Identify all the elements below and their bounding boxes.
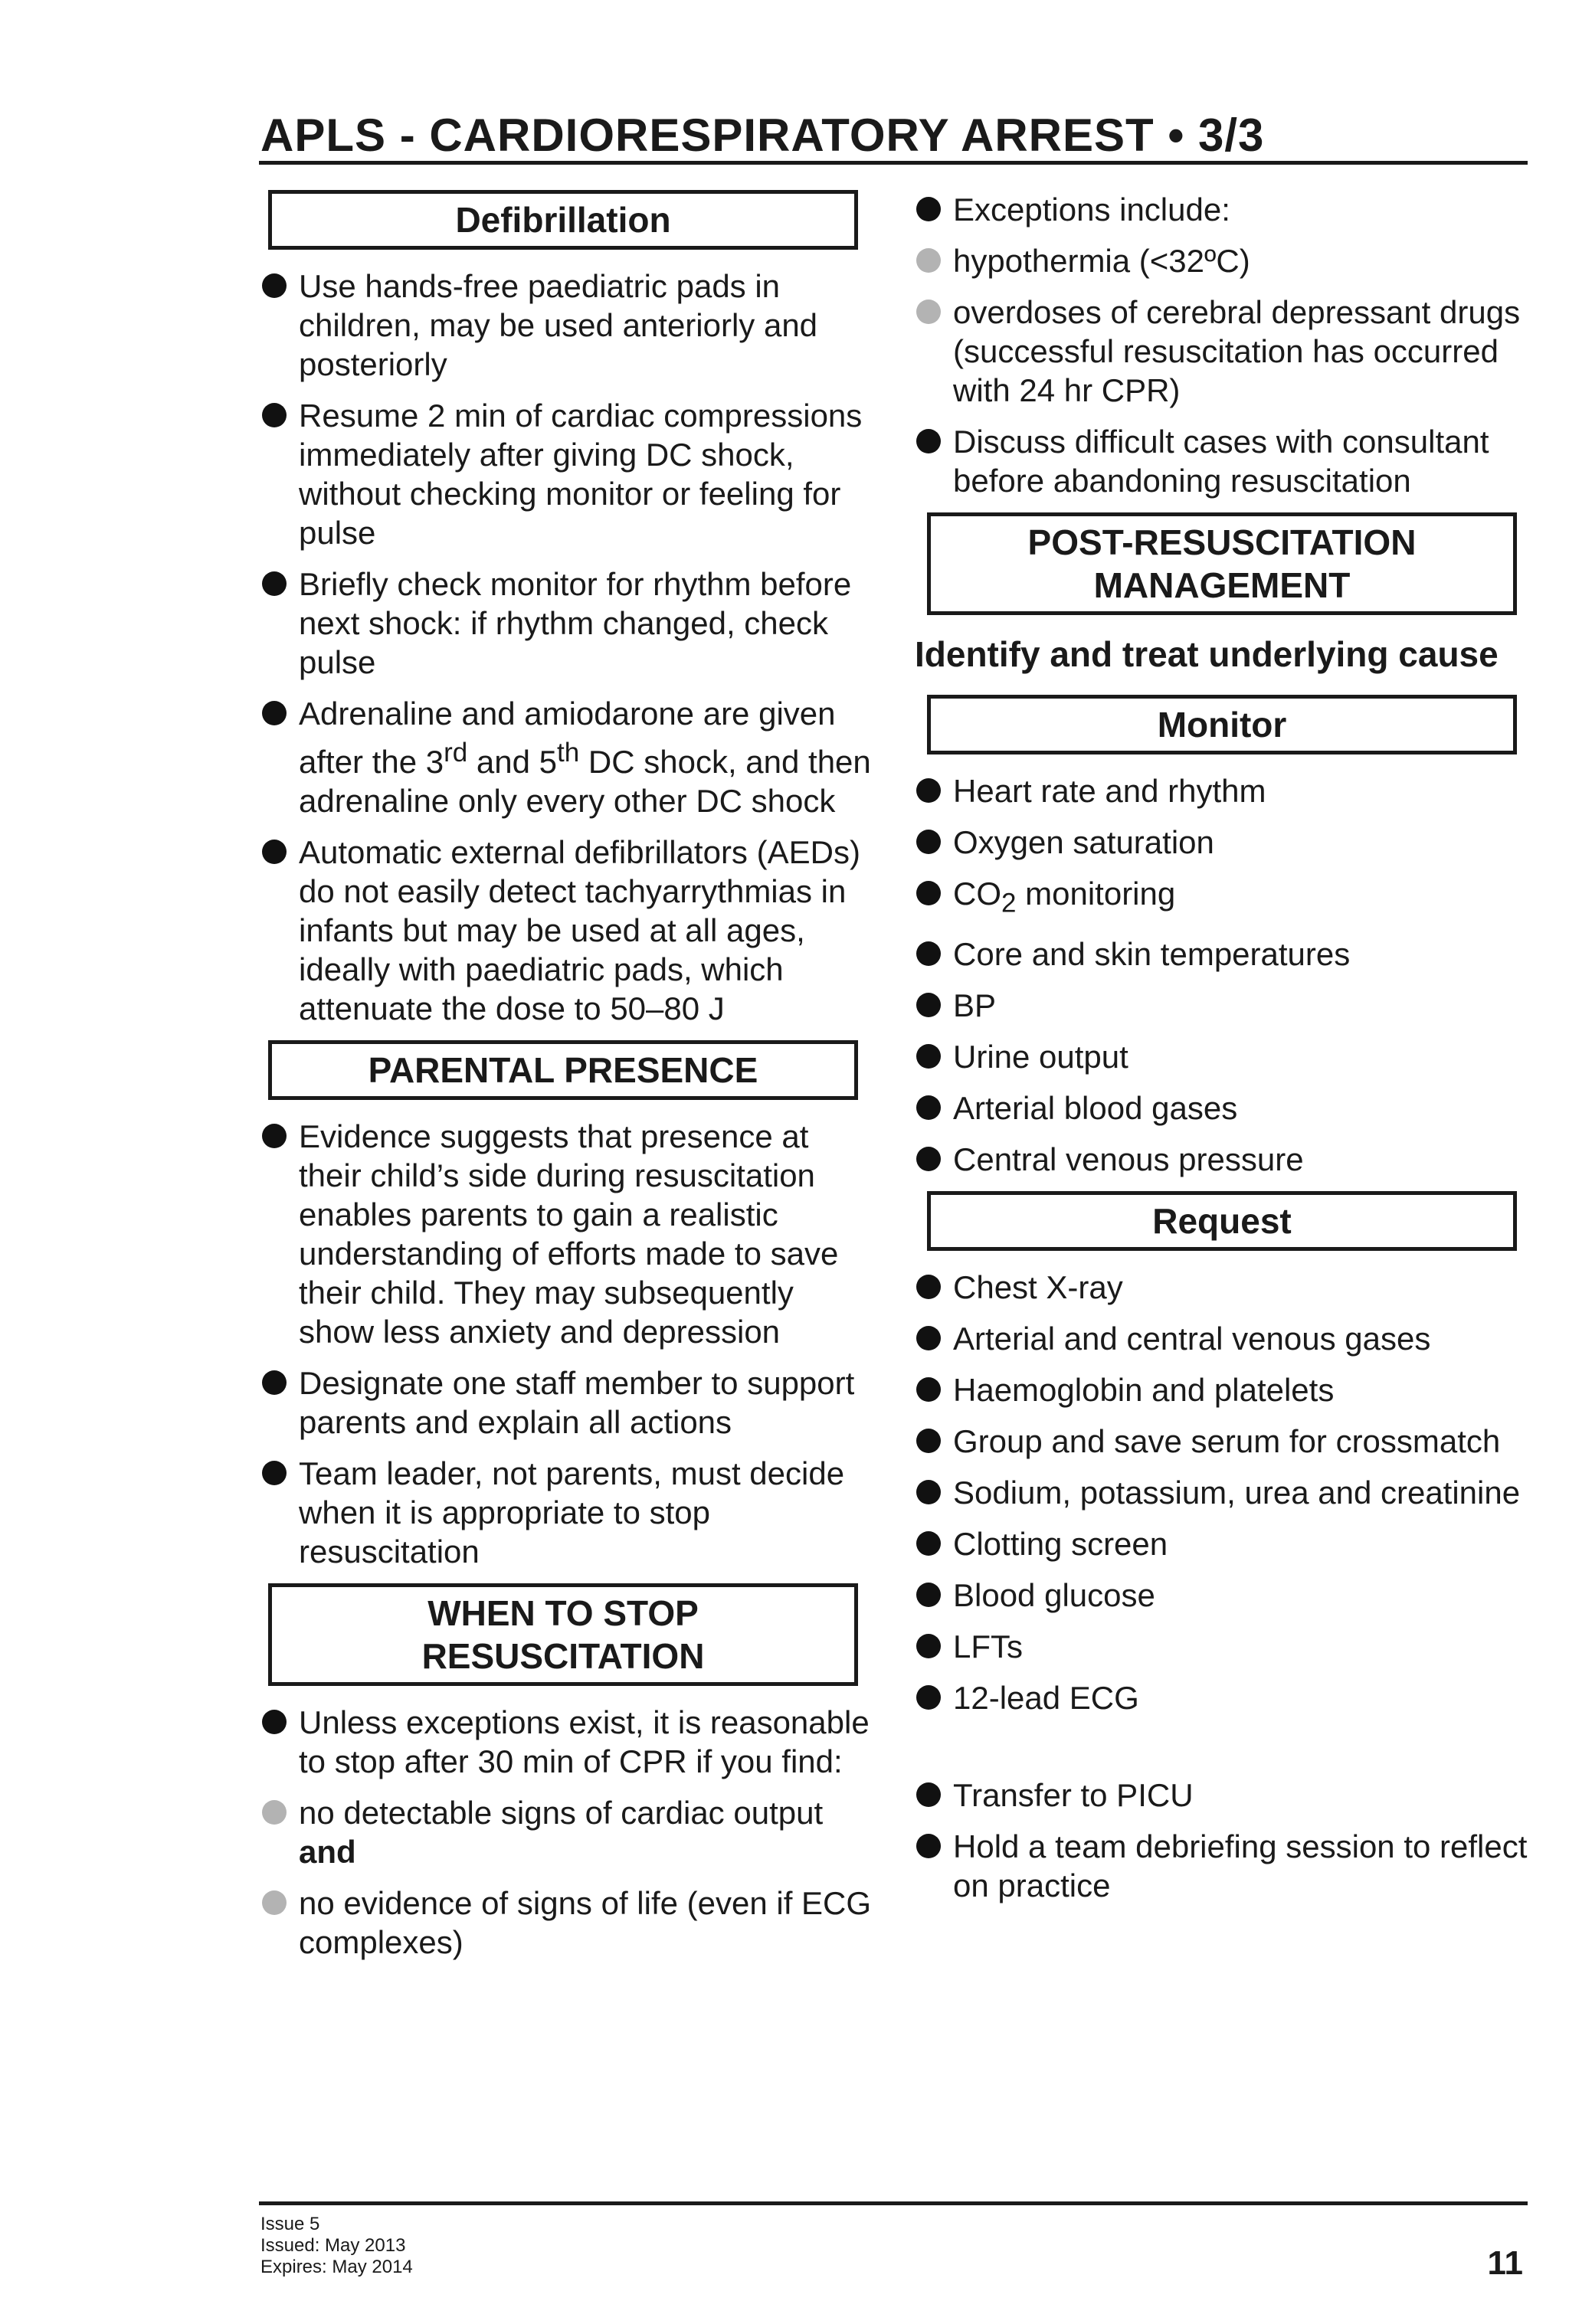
list-item: Arterial and central venous gases [915,1319,1528,1358]
section-title: WHEN TO STOP [427,1593,699,1633]
list-item: Core and skin temperatures [915,935,1528,974]
page-number: 11 [1487,2244,1523,2282]
bullet-icon [262,571,287,596]
list-item: Hold a team debriefing session to reflect on practice [915,1827,1528,1905]
section-title: RESUSCITATION [421,1636,705,1676]
list-item: Haemoglobin and platelets [915,1370,1528,1409]
right-column [915,190,1528,1917]
list-item: Sodium, potassium, urea and creatinine [915,1473,1528,1512]
section-header-when-to-stop [268,1583,858,1686]
list-item: Transfer to PICU [915,1776,1528,1815]
bullet-icon [916,941,941,966]
section-title: PARENTAL PRESENCE [368,1050,758,1090]
bullet-icon [262,1461,287,1485]
bullet-icon [916,993,941,1017]
list-item: Exceptions include: [915,190,1528,229]
bullet-icon [262,1710,287,1734]
bullet-icon [916,1685,941,1710]
bullet-icon [916,1834,941,1858]
list-item: $CO_2$ monitoring [915,874,1528,922]
list-item: Blood glucose [915,1576,1528,1615]
bullet-icon [916,1095,941,1120]
bullet-icon [916,1377,941,1402]
bullet-icon [916,1782,941,1807]
bullet-icon [262,701,287,725]
bullet-icon [916,1480,941,1504]
list-item: Briefly check monitor for rhythm before next shock: if rhythm changed, check pulse [260,565,873,682]
sub-list-item: no detectable signs of cardiac output and [260,1793,873,1871]
bullet-icon [262,1370,287,1395]
bullet-icon [262,403,287,427]
bullet-icon [262,273,287,298]
section-title: Defibrillation [455,200,671,240]
list-item: Designate one staff member to support parents and explain all actions [260,1363,873,1442]
list-item: Chest X-ray [915,1268,1528,1307]
list-item: 12-lead ECG [915,1678,1528,1717]
bullet-icon [916,778,941,803]
list-item: Heart rate and rhythm [915,771,1528,810]
list-item: Group and save serum for crossmatch [915,1422,1528,1461]
page-title: APLS - CARDIORESPIRATORY ARREST • 3/3 [260,110,1265,161]
sub-bullet-icon [916,300,941,324]
list-item: Adrenaline and amiodarone are given after the 3rd and 5th DC shock, and then adrenaline only every other DC shock [260,694,873,820]
bullet-icon [262,840,287,864]
bullet-icon [916,1531,941,1556]
header-rule [259,161,1528,165]
exceptions-list [915,190,1528,500]
list-item: Team leader, not parents, must decide when it is appropriate to stop resuscitation [260,1454,873,1571]
bullet-icon [916,1326,941,1350]
list-item: Automatic external defibrillators (AEDs) do not easily detect tachyarrythmias in infants but may be used at all ages, ideally with paediatric pads, which attenuate the dose to 50–80 J [260,833,873,1028]
sub-list-item: no evidence of signs of life (even if ECG complexes) [260,1884,873,1962]
sub-list-item: overdoses of cerebral depressant drugs (successful resuscitation has occurred with 24 hr CPR) [915,293,1528,410]
parental-presence-list [260,1117,873,1571]
final-actions-list [915,1776,1528,1905]
request-list [915,1268,1528,1717]
issued-date: Issued: May 2013 [260,2235,406,2256]
list-item: BP [915,986,1528,1025]
footer-info [260,2214,413,2278]
left-column [260,190,873,1974]
list-item: Urine output [915,1037,1528,1076]
bullet-icon [262,1124,287,1148]
bullet-icon [916,1044,941,1069]
expiry-date: Expires: May 2014 [260,2257,413,2277]
list-item: LFTs [915,1627,1528,1666]
list-item: Resume 2 min of cardiac compressions immediately after giving DC shock, without checking monitor or feeling for pulse [260,396,873,552]
monitor-list [915,771,1528,1179]
spacer [915,1730,1528,1776]
sub-bullet-icon [916,248,941,273]
sub-list-item: hypothermia (<32ºC) [915,241,1528,280]
bullet-icon [916,881,941,905]
list-item: Central venous pressure [915,1140,1528,1179]
list-item: Oxygen saturation [915,823,1528,862]
list-item: Clotting screen [915,1524,1528,1563]
bullet-icon [916,1429,941,1453]
section-title: Monitor [1157,705,1287,745]
when-to-stop-list [260,1703,873,1962]
bullet-icon [916,429,941,453]
section-title: MANAGEMENT [1093,565,1351,605]
identify-cause-heading: Identify and treat underlying cause [915,634,1499,674]
bullet-icon [916,1583,941,1607]
section-header-request [927,1191,1517,1251]
list-item: Use hands-free paediatric pads in children, may be used anteriorly and posteriorly [260,267,873,384]
list-item: Arterial blood gases [915,1088,1528,1128]
section-header-post-resuscitation [927,512,1517,615]
list-item: Discuss difficult cases with consultant before abandoning resuscitation [915,422,1528,500]
section-title: POST-RESUSCITATION [1027,522,1417,562]
bullet-icon [916,1275,941,1299]
defibrillation-list [260,267,873,1028]
bullet-icon [916,830,941,854]
bullet-icon [916,1634,941,1658]
bullet-icon [916,197,941,221]
sub-bullet-icon [262,1800,287,1825]
section-header-defibrillation [268,190,858,250]
issue-number: Issue 5 [260,2214,320,2234]
section-title: Request [1152,1201,1292,1242]
bullet-icon [916,1147,941,1171]
section-header-monitor [927,695,1517,754]
footer-rule [259,2201,1528,2205]
sub-bullet-icon [262,1890,287,1915]
list-item: Unless exceptions exist, it is reasonable to stop after 30 min of CPR if you find: [260,1703,873,1781]
section-header-parental-presence [268,1040,858,1100]
list-item: Evidence suggests that presence at their child’s side during resuscitation enables parents to gain a realistic understanding of efforts made to save their child. They may subsequently show less anxiety and depression [260,1117,873,1351]
